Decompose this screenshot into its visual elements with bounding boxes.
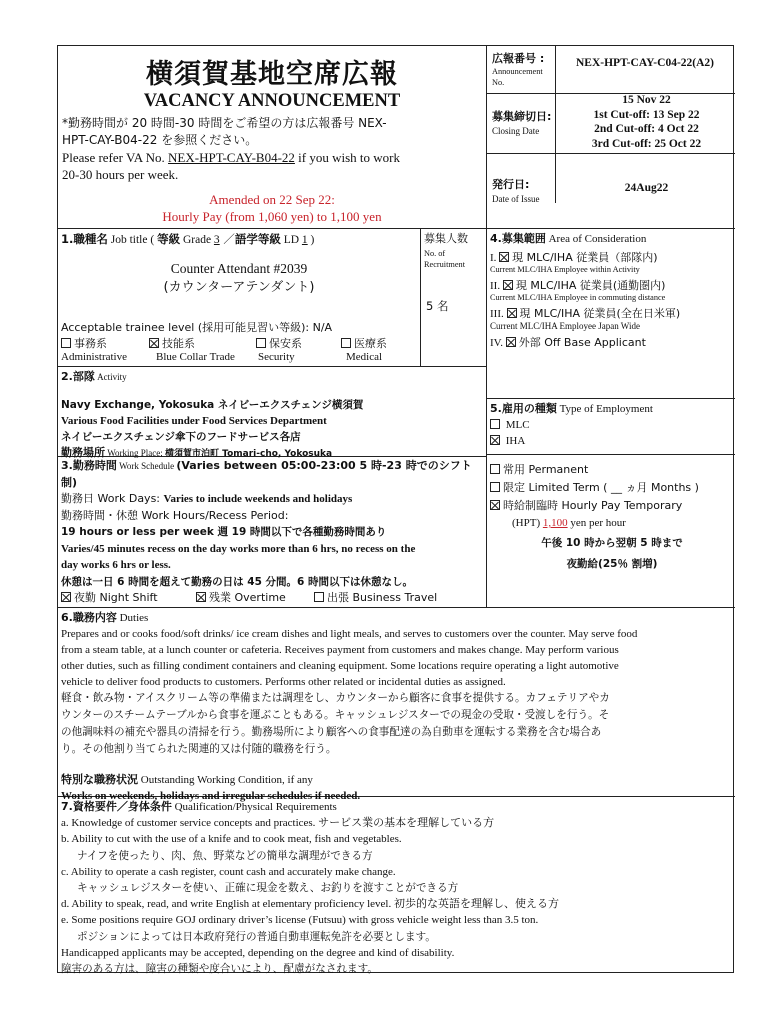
- duties-text: from a steam table, at a lunch counter or cafeteria. Receives payment from customers and makes change. May perform various: [61, 644, 619, 656]
- qual-d: d. Ability to speak, read, and write English at elementary proficiency level. 初歩的な英語を理解し、使える方: [61, 898, 559, 911]
- hourly-pay-value: 1,100: [542, 517, 568, 529]
- employment-type: [490, 401, 734, 449]
- title-japanese: 横須賀基地空席広報: [146, 59, 398, 90]
- job-title-header: [61, 231, 314, 247]
- category-medical[interactable]: [341, 335, 387, 351]
- duties-text: vehicle to deliver food products to customers. Performs other related or incidental duties as assigned.: [61, 676, 506, 688]
- issue-label: [492, 176, 554, 204]
- note-va-number: NEX-HPT-CAY-B04-22: [168, 150, 295, 165]
- qual-header-en: Qualification/Physical Requirements: [171, 801, 337, 813]
- schedule-header-jp: 3.勤務時間: [61, 459, 117, 472]
- issue-label-jp: 発行日:: [492, 178, 530, 191]
- checked-checkbox-icon[interactable]: [503, 280, 513, 290]
- option-label: 出張 Business Travel: [327, 591, 438, 604]
- category-security-en: Security: [258, 351, 295, 363]
- job-title-jp: (カウンターアテンダント): [163, 280, 315, 295]
- activity-header-jp: 2.部隊: [61, 370, 95, 383]
- night-shift-option[interactable]: [61, 590, 158, 607]
- work-place-label-jp: 勤務場所: [61, 446, 105, 459]
- note-en-line2: 20-30 hours per week.: [62, 167, 179, 182]
- checked-checkbox-icon[interactable]: [490, 500, 500, 510]
- area-option-iii[interactable]: [490, 305, 734, 321]
- note-en-line1: [62, 149, 482, 166]
- cutoff-3: 3rd Cut-off: 25 Oct 22: [591, 137, 702, 150]
- announcement-label-jp: 広報番号 :: [492, 52, 545, 65]
- recruit-divider: [420, 228, 421, 366]
- separator: ／: [219, 232, 235, 246]
- recess-rule: Varies/45 minutes recess on the day works more than 6 hrs, no recess on the: [61, 542, 416, 555]
- checked-checkbox-icon[interactable]: [196, 592, 206, 602]
- area-option-en: Current MLC/IHA Employee within Activity: [490, 265, 640, 274]
- qual-b-jp: ナイフを使ったり、肉、魚、野菜などの簡単な調理ができる方: [77, 849, 373, 862]
- option-label: 時給制臨時 Hourly Pay Temporary: [503, 499, 683, 512]
- duties-text-jp: 軽食・飲み物・アイスクリーム等の準備または調理をし、カウンターから顧客に食事を提供する。カフェテリアやカ: [61, 692, 610, 704]
- row-divider: [486, 153, 735, 154]
- row-divider: [58, 228, 735, 229]
- closing-label-jp: 募集締切日:: [492, 110, 552, 123]
- roman-numeral: I.: [490, 252, 500, 264]
- area-option-en: Current MLC/IHA Employee Japan Wide: [490, 321, 640, 331]
- term-limited[interactable]: [490, 479, 734, 497]
- category-security[interactable]: [256, 335, 302, 351]
- pay-unit: yen per hour: [567, 517, 626, 529]
- employment-iha[interactable]: [490, 433, 734, 449]
- qual-e-jp: ポジションによっては日本政府発行の普通自動車運転免許を必要とします。: [77, 930, 436, 943]
- employment-header-en: Type of Employment: [556, 403, 653, 415]
- job-title-header-en: Job title (: [107, 234, 158, 246]
- term-hourly[interactable]: [490, 497, 734, 515]
- area-option-label: 外部 Off Base Applicant: [518, 336, 646, 349]
- duties-text-jp: ウンターのスチームテーブルから食事を運ぶこともある。キャッシュレジスターでの現金の受取・受渡しを行う。そ: [61, 709, 610, 721]
- grade-value: 3: [213, 234, 220, 246]
- work-hours-label: 勤務時間・休憩 Work Hours/Recess Period:: [61, 508, 289, 522]
- checkbox-icon[interactable]: [61, 338, 71, 348]
- duties-header-jp: 6.職務内容: [61, 611, 117, 624]
- area-header-en: Area of Consideration: [545, 233, 647, 245]
- recess-rule-cont: day works 6 hrs or less.: [61, 559, 171, 571]
- working-condition-value: Works on weekends, holidays and irregular schedules if needed.: [61, 790, 361, 802]
- option-label: 限定 Limited Term ( __ ヵ月 Months ): [503, 481, 699, 494]
- qual-item: a. Knowledge of customer service concepts and practices. サービス業の基本を理解している方: [61, 817, 495, 830]
- column-divider: [486, 46, 487, 607]
- category-label-jp: 保安系: [269, 337, 302, 350]
- area-option-label: 現 MLC/IHA 従業員(全在日米軍): [519, 307, 681, 320]
- work-schedule: [61, 458, 485, 606]
- activity-department: Various Food Facilities under Food Services Department: [61, 415, 327, 427]
- row-divider: [486, 398, 735, 399]
- work-days-label: 勤務日 Work Days:: [61, 492, 164, 505]
- area-header-jp: 4.募集範囲: [490, 232, 546, 245]
- area-of-consideration: [490, 230, 734, 350]
- category-label-jp: 技能系: [162, 337, 195, 350]
- checkbox-icon[interactable]: [490, 419, 500, 429]
- option-label: 常用 Permanent: [503, 463, 589, 476]
- category-admin[interactable]: [61, 335, 107, 351]
- category-admin-en: Administrative: [61, 351, 127, 363]
- qual-b: b. Ability to cut with the use of a knife and to cook meat, fish and vegetables.: [61, 833, 402, 846]
- option-label: MLC: [505, 419, 530, 431]
- handicap-note: Handicapped applicants may be accepted, depending on the degree and kind of disability.: [61, 946, 455, 959]
- roman-numeral: IV.: [490, 337, 506, 349]
- checked-checkbox-icon[interactable]: [506, 337, 516, 347]
- grade-label-en: Grade: [180, 234, 214, 246]
- closing-label: [492, 108, 554, 136]
- duties-text-jp: り。その他割り当てられた関連的又は付随的職務を行う。: [61, 743, 337, 755]
- recess-rule-jp: 休憩は一日 6 時間を超えて勤務の日は 45 分間。6 時間以下は休憩なし。: [61, 575, 413, 588]
- checkbox-icon[interactable]: [490, 482, 500, 492]
- amendment-date: Amended on 22 Sep 22:: [209, 192, 335, 207]
- employment-header-jp: 5.雇用の種類: [490, 402, 557, 415]
- business-travel-option[interactable]: [314, 590, 437, 607]
- checked-checkbox-icon[interactable]: [499, 252, 509, 262]
- announcement-number: NEX-HPT-CAY-C04-22(A2): [575, 57, 714, 69]
- duties-header-en: Duties: [116, 612, 149, 624]
- area-option-iv[interactable]: [490, 334, 734, 350]
- term-permanent[interactable]: [490, 461, 734, 479]
- pay-prefix: (HPT): [512, 517, 543, 529]
- area-option-i[interactable]: [490, 249, 734, 265]
- recruitment-label-en: No. of Recruitment: [424, 249, 466, 269]
- overtime-option[interactable]: [196, 590, 286, 607]
- checked-checkbox-icon[interactable]: [490, 435, 500, 445]
- note-jp-line2: HPT-CAY-B04-22 を参照ください。: [62, 133, 258, 147]
- checkbox-icon[interactable]: [256, 338, 266, 348]
- duties-text: other duties, such as filling condiment containers and cleaning equipment. Some locations require operating a light automotive: [61, 660, 619, 672]
- category-label-jp: 医療系: [354, 337, 387, 350]
- cutoff-1: 1st Cut-off: 13 Sep 22: [593, 108, 700, 121]
- title-english: VACANCY ANNOUNCEMENT: [143, 91, 401, 111]
- checkbox-icon[interactable]: [314, 592, 324, 602]
- qual-header-jp: 7.資格要件／身体条件: [61, 800, 172, 813]
- vacancy-announcement-form: [57, 45, 734, 976]
- checked-checkbox-icon[interactable]: [507, 308, 517, 318]
- work-place-label-en: Working Place:: [105, 448, 166, 458]
- checkbox-icon[interactable]: [341, 338, 351, 348]
- category-medical-en: Medical: [346, 351, 383, 363]
- announcement-label-en: Announcement No.: [492, 67, 543, 87]
- row-divider: [58, 607, 735, 608]
- recruitment-label-jp: 募集人数: [424, 232, 468, 245]
- category-label-jp: 事務系: [74, 337, 107, 350]
- checked-checkbox-icon[interactable]: [149, 338, 159, 348]
- night-differential: 夜勤給(25％ 割増): [566, 558, 658, 570]
- option-label: IHA: [505, 435, 526, 447]
- ld-label-jp: 語学等級: [234, 232, 281, 246]
- work-days-value: Varies to include weekends and holidays: [163, 493, 353, 505]
- closing-paren: ): [307, 234, 315, 246]
- handicap-note-jp: 障害のある方は、障害の種類や度合いにより、配慮がなされます。: [61, 963, 378, 976]
- area-option-en: Current MLC/IHA Employee in commuting distance: [490, 293, 666, 302]
- option-label: 残業 Overtime: [209, 591, 286, 604]
- row-divider: [486, 454, 735, 455]
- job-title-en: Counter Attendant #2039: [170, 261, 308, 276]
- qual-c-jp: キャッシュレジスターを使い、正確に現金を数え、お釣りを渡すことができる方: [77, 882, 459, 895]
- duties-text: Prepares and or cooks food/soft drinks/ ice cream dishes and light meals, and serves to customers over the counter. May serve food: [61, 628, 638, 640]
- activity-header-en: Activity: [94, 372, 127, 382]
- job-title: [58, 259, 420, 297]
- label-column-divider: [555, 46, 556, 203]
- area-option-label: 現 MLC/IHA 従業員(通勤圏内): [515, 279, 666, 292]
- closing-dates: [558, 93, 735, 151]
- category-blue-collar[interactable]: [149, 335, 195, 351]
- amendment-detail: Hourly Pay (from 1,060 yen) to 1,100 yen: [162, 209, 382, 224]
- option-label: 夜勤 Night Shift: [74, 591, 158, 604]
- roman-numeral: II.: [490, 280, 503, 292]
- duties-section: [61, 610, 733, 804]
- qual-c: c. Ability to operate a cash register, count cash and accurately make change.: [61, 865, 396, 878]
- note-en-text: if you wish to work: [294, 150, 401, 165]
- announcement-label: [492, 50, 554, 88]
- working-condition-label-en: Outstanding Working Condition, if any: [138, 774, 313, 786]
- area-option-ii[interactable]: [490, 277, 734, 293]
- schedule-header-en: Work Schedule: [116, 461, 177, 471]
- cutoff-2: 2nd Cut-off: 4 Oct 22: [594, 123, 699, 135]
- ld-value: 1: [301, 234, 308, 246]
- area-option-label: 現 MLC/IHA 従業員（部隊内): [512, 251, 658, 264]
- qual-a: [61, 815, 733, 831]
- reference-note: [62, 115, 482, 183]
- ld-label-en: LD: [280, 234, 302, 246]
- issue-label-en: Date of Issue: [492, 194, 540, 204]
- night-hours: 午後 10 時から翌朝 5 時まで: [541, 537, 683, 549]
- schedule-range: (Varies between 05:00-23:00 5 時-23 時でのシフト制): [61, 459, 472, 489]
- note-en-text: Please refer VA No.: [62, 150, 169, 165]
- roman-numeral: III.: [490, 308, 507, 320]
- qualifications-section: [61, 799, 733, 977]
- row-divider: [58, 366, 486, 367]
- closing-label-en: Closing Date: [492, 126, 540, 136]
- recruitment-label: [424, 230, 486, 270]
- amendment-notice: [58, 191, 486, 225]
- checkbox-icon[interactable]: [490, 464, 500, 474]
- activity-department-jp: ネイビーエクスチェンジ傘下のフードサービス各店: [61, 431, 301, 443]
- qual-e: e. Some positions require GOJ ordinary driver’s license (Futsuu) with gross vehicle weight less than 3.5 ton.: [61, 914, 539, 927]
- category-blue-collar-en: Blue Collar Trade: [156, 351, 235, 363]
- checked-checkbox-icon[interactable]: [61, 592, 71, 602]
- work-place-value: 横須賀市泊町 Tomari-cho, Yokosuka: [165, 449, 333, 459]
- recruitment-count: 5 名: [426, 299, 449, 313]
- activity-section: [61, 369, 485, 462]
- job-title-header-jp: 1.職種名: [61, 232, 108, 246]
- grade-label-jp: 等級: [157, 232, 181, 246]
- working-condition-label-jp: 特別な職務状況: [61, 773, 138, 786]
- issue-date: 24Aug22: [624, 182, 669, 194]
- note-jp-line1: *勤務時間が 20 時間-30 時間をご希望の方は広報番号 NEX-: [62, 116, 387, 130]
- duties-text-jp: の他調味料の補充や器具の清掃を行う。勤務場所により顧客への食事配達の為自動車を運転する業務を含む場合あ: [61, 726, 602, 738]
- employment-mlc[interactable]: [490, 417, 734, 433]
- activity-name: Navy Exchange, Yokosuka ネイビーエクスチェンジ横須賀: [61, 399, 364, 411]
- closing-date: 15 Nov 22: [622, 94, 671, 106]
- trainee-level: Acceptable trainee level (採用可能見習い等級): N/A: [61, 321, 333, 334]
- weekly-hours: 19 hours or less per week 週 19 時間以下で各種勤務時間あり: [61, 526, 387, 538]
- employment-term: [490, 461, 734, 573]
